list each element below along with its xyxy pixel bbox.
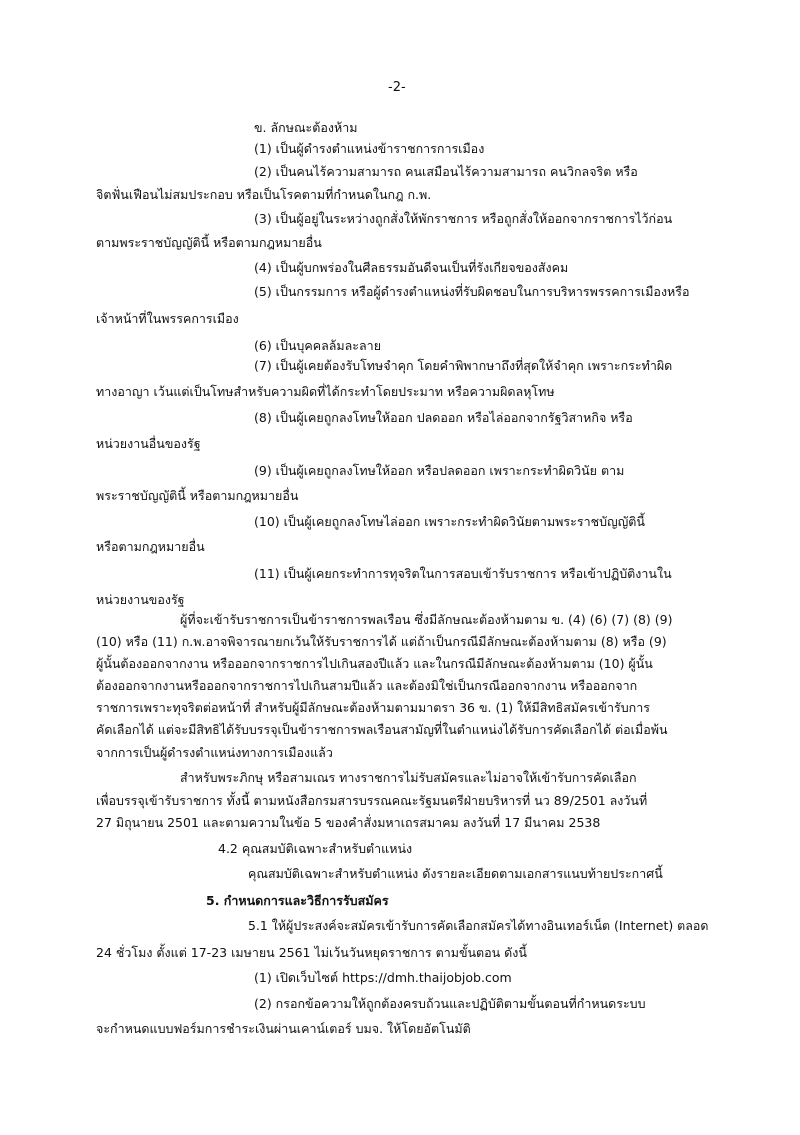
- paragraph-line: ต้องออกจากงานหรือออกจากราชการไปเกินสามปีแล้ว และต้องมิใช่เป็นกรณีออกจากงาน หรือออกจาก: [96, 678, 638, 693]
- paragraph-line: 27 มิถุนายน 2501 และตามความในข้อ 5 ของคำสั่งมหาเถรสมาคม ลงวันที่ 17 มีนาคม 2538: [96, 815, 601, 830]
- paragraph-line: ผู้ที่จะเข้ารับราชการเป็นข้าราชการพลเรือน ซึ่งมีลักษณะต้องห้ามตาม ข. (4) (6) (7) (8) (9): [180, 612, 673, 627]
- paragraph-line: จะกำหนดแบบฟอร์มการชำระเงินผ่านเคาน์เตอร์ บมจ. ให้โดยอัตโนมัติ: [96, 1021, 471, 1036]
- paragraph-line: 24 ชั่วโมง ตั้งแต่ 17-23 เมษายน 2561 ไม่เว้นวันหยุดราชการ ตามขั้นตอน ดังนี้: [96, 945, 527, 960]
- paragraph-line: ผู้นั้นต้องออกจากงาน หรือออกจากราชการไปเกินสองปีแล้ว และในกรณีมีลักษณะต้องห้ามตาม (10) ผู้นั้น: [96, 656, 653, 671]
- paragraph-line: (8) เป็นผู้เคยถูกลงโทษให้ออก ปลดออก หรือไล่ออกจากรัฐวิสาหกิจ หรือ: [254, 410, 633, 425]
- paragraph-line: (10) หรือ (11) ก.พ.อาจพิจารณายกเว้นให้รับราชการได้ แต่ถ้าเป็นกรณีมีลักษณะต้องห้ามตาม (8) หรือ (9): [96, 634, 667, 649]
- paragraph-line: เพื่อบรรจุเข้ารับราชการ ทั้งนี้ ตามหนังสือกรมสารบรรณคณะรัฐมนตรีฝ่ายบริหารที่ นว 89/2501 ลงวันที่: [96, 793, 648, 808]
- paragraph-line: หรือตามกฎหมายอื่น: [96, 539, 205, 554]
- paragraph-line: จิตฟั่นเฟือนไม่สมประกอบ หรือเป็นโรคตามที่กำหนดในกฎ ก.พ.: [96, 187, 432, 202]
- paragraph-line: สำหรับพระภิกษุ หรือสามเณร ทางราชการไม่รับสมัครและไม่อาจให้เข้ารับการคัดเลือก: [180, 770, 637, 785]
- paragraph-line: เจ้าหน้าที่ในพรรคการเมือง: [96, 311, 239, 326]
- paragraph-line: (9) เป็นผู้เคยถูกลงโทษให้ออก หรือปลดออก เพราะกระทำผิดวินัย ตาม: [254, 463, 625, 478]
- page-number: -2-: [388, 80, 406, 95]
- paragraph-line: (10) เป็นผู้เคยถูกลงโทษไล่ออก เพราะกระทำผิดวินัยตามพระราชบัญญัตินี้: [254, 514, 645, 529]
- paragraph-line: 5.1 ให้ผู้ประสงค์จะสมัครเข้ารับการคัดเลือกสมัครได้ทางอินเทอร์เน็ต (Internet) ตลอด: [248, 918, 709, 933]
- paragraph-line: หน่วยงานของรัฐ: [96, 592, 185, 607]
- paragraph-line: คุณสมบัติเฉพาะสำหรับตำแหน่ง ดังรายละเอียดตามเอกสารแนบท้ายประกาศนี้: [248, 866, 663, 881]
- paragraph-line: จากการเป็นผู้ดำรงตำแหน่งทางการเมืองแล้ว: [96, 745, 333, 760]
- paragraph-line: (4) เป็นผู้บกพร่องในศีลธรรมอันดีจนเป็นที่รังเกียจของสังคม: [254, 260, 569, 275]
- paragraph-line: คัดเลือกได้ แต่จะมีสิทธิได้รับบรรจุเป็นข้าราชการพลเรือนสามัญที่ในตำแหน่งได้รับการคัดเลือกได้ ต่อเมื่อพ้น: [96, 722, 668, 737]
- paragraph-line: (2) เป็นคนไร้ความสามารถ คนเสมือนไร้ความสามารถ คนวิกลจริต หรือ: [254, 164, 638, 179]
- paragraph-line: (5) เป็นกรรมการ หรือผู้ดำรงตำแหน่งที่รับผิดชอบในการบริหารพรรคการเมืองหรือ: [254, 284, 690, 299]
- paragraph-line: (2) กรอกข้อความให้ถูกต้องครบถ้วนและปฏิบัติตามขั้นตอนที่กำหนดระบบ: [254, 996, 646, 1011]
- paragraph-line: (1) เป็นผู้ดำรงตำแหน่งข้าราชการการเมือง: [254, 141, 485, 156]
- section-heading: 5. กำหนดการและวิธีการรับสมัคร: [206, 893, 389, 908]
- paragraph-line: หน่วยงานอื่นของรัฐ: [96, 436, 201, 451]
- paragraph-line: (1) เปิดเว็บไซต์ https://dmh.thaijobjob.com: [254, 970, 512, 985]
- paragraph-line: (11) เป็นผู้เคยกระทำการทุจริตในการสอบเข้ารับราชการ หรือเข้าปฏิบัติงานใน: [254, 566, 672, 581]
- paragraph-line: (7) เป็นผู้เคยต้องรับโทษจำคุก โดยคำพิพากษาถึงที่สุดให้จำคุก เพราะกระทำผิด: [254, 358, 673, 373]
- section-heading: ข. ลักษณะต้องห้าม: [254, 120, 358, 135]
- section-heading: 4.2 คุณสมบัติเฉพาะสำหรับตำแหน่ง: [218, 841, 413, 856]
- paragraph-line: (3) เป็นผู้อยู่ในระหว่างถูกสั่งให้พักราชการ หรือถูกสั่งให้ออกจากราชการไว้ก่อน: [254, 211, 673, 226]
- paragraph-line: ทางอาญา เว้นแต่เป็นโทษสำหรับความผิดที่ได้กระทำโดยประมาท หรือความผิดลหุโทษ: [96, 384, 555, 399]
- paragraph-line: พระราชบัญญัตินี้ หรือตามกฎหมายอื่น: [96, 488, 299, 503]
- paragraph-line: ราชการเพราะทุจริตต่อหน้าที่ สำหรับผู้มีลักษณะต้องห้ามตามมาตรา 36 ข. (1) ให้มีสิทธิสมัครเข้ารับการ: [96, 700, 650, 715]
- paragraph-line: ตามพระราชบัญญัตินี้ หรือตามกฎหมายอื่น: [96, 235, 322, 250]
- paragraph-line: (6) เป็นบุคคลล้มละลาย: [254, 338, 382, 353]
